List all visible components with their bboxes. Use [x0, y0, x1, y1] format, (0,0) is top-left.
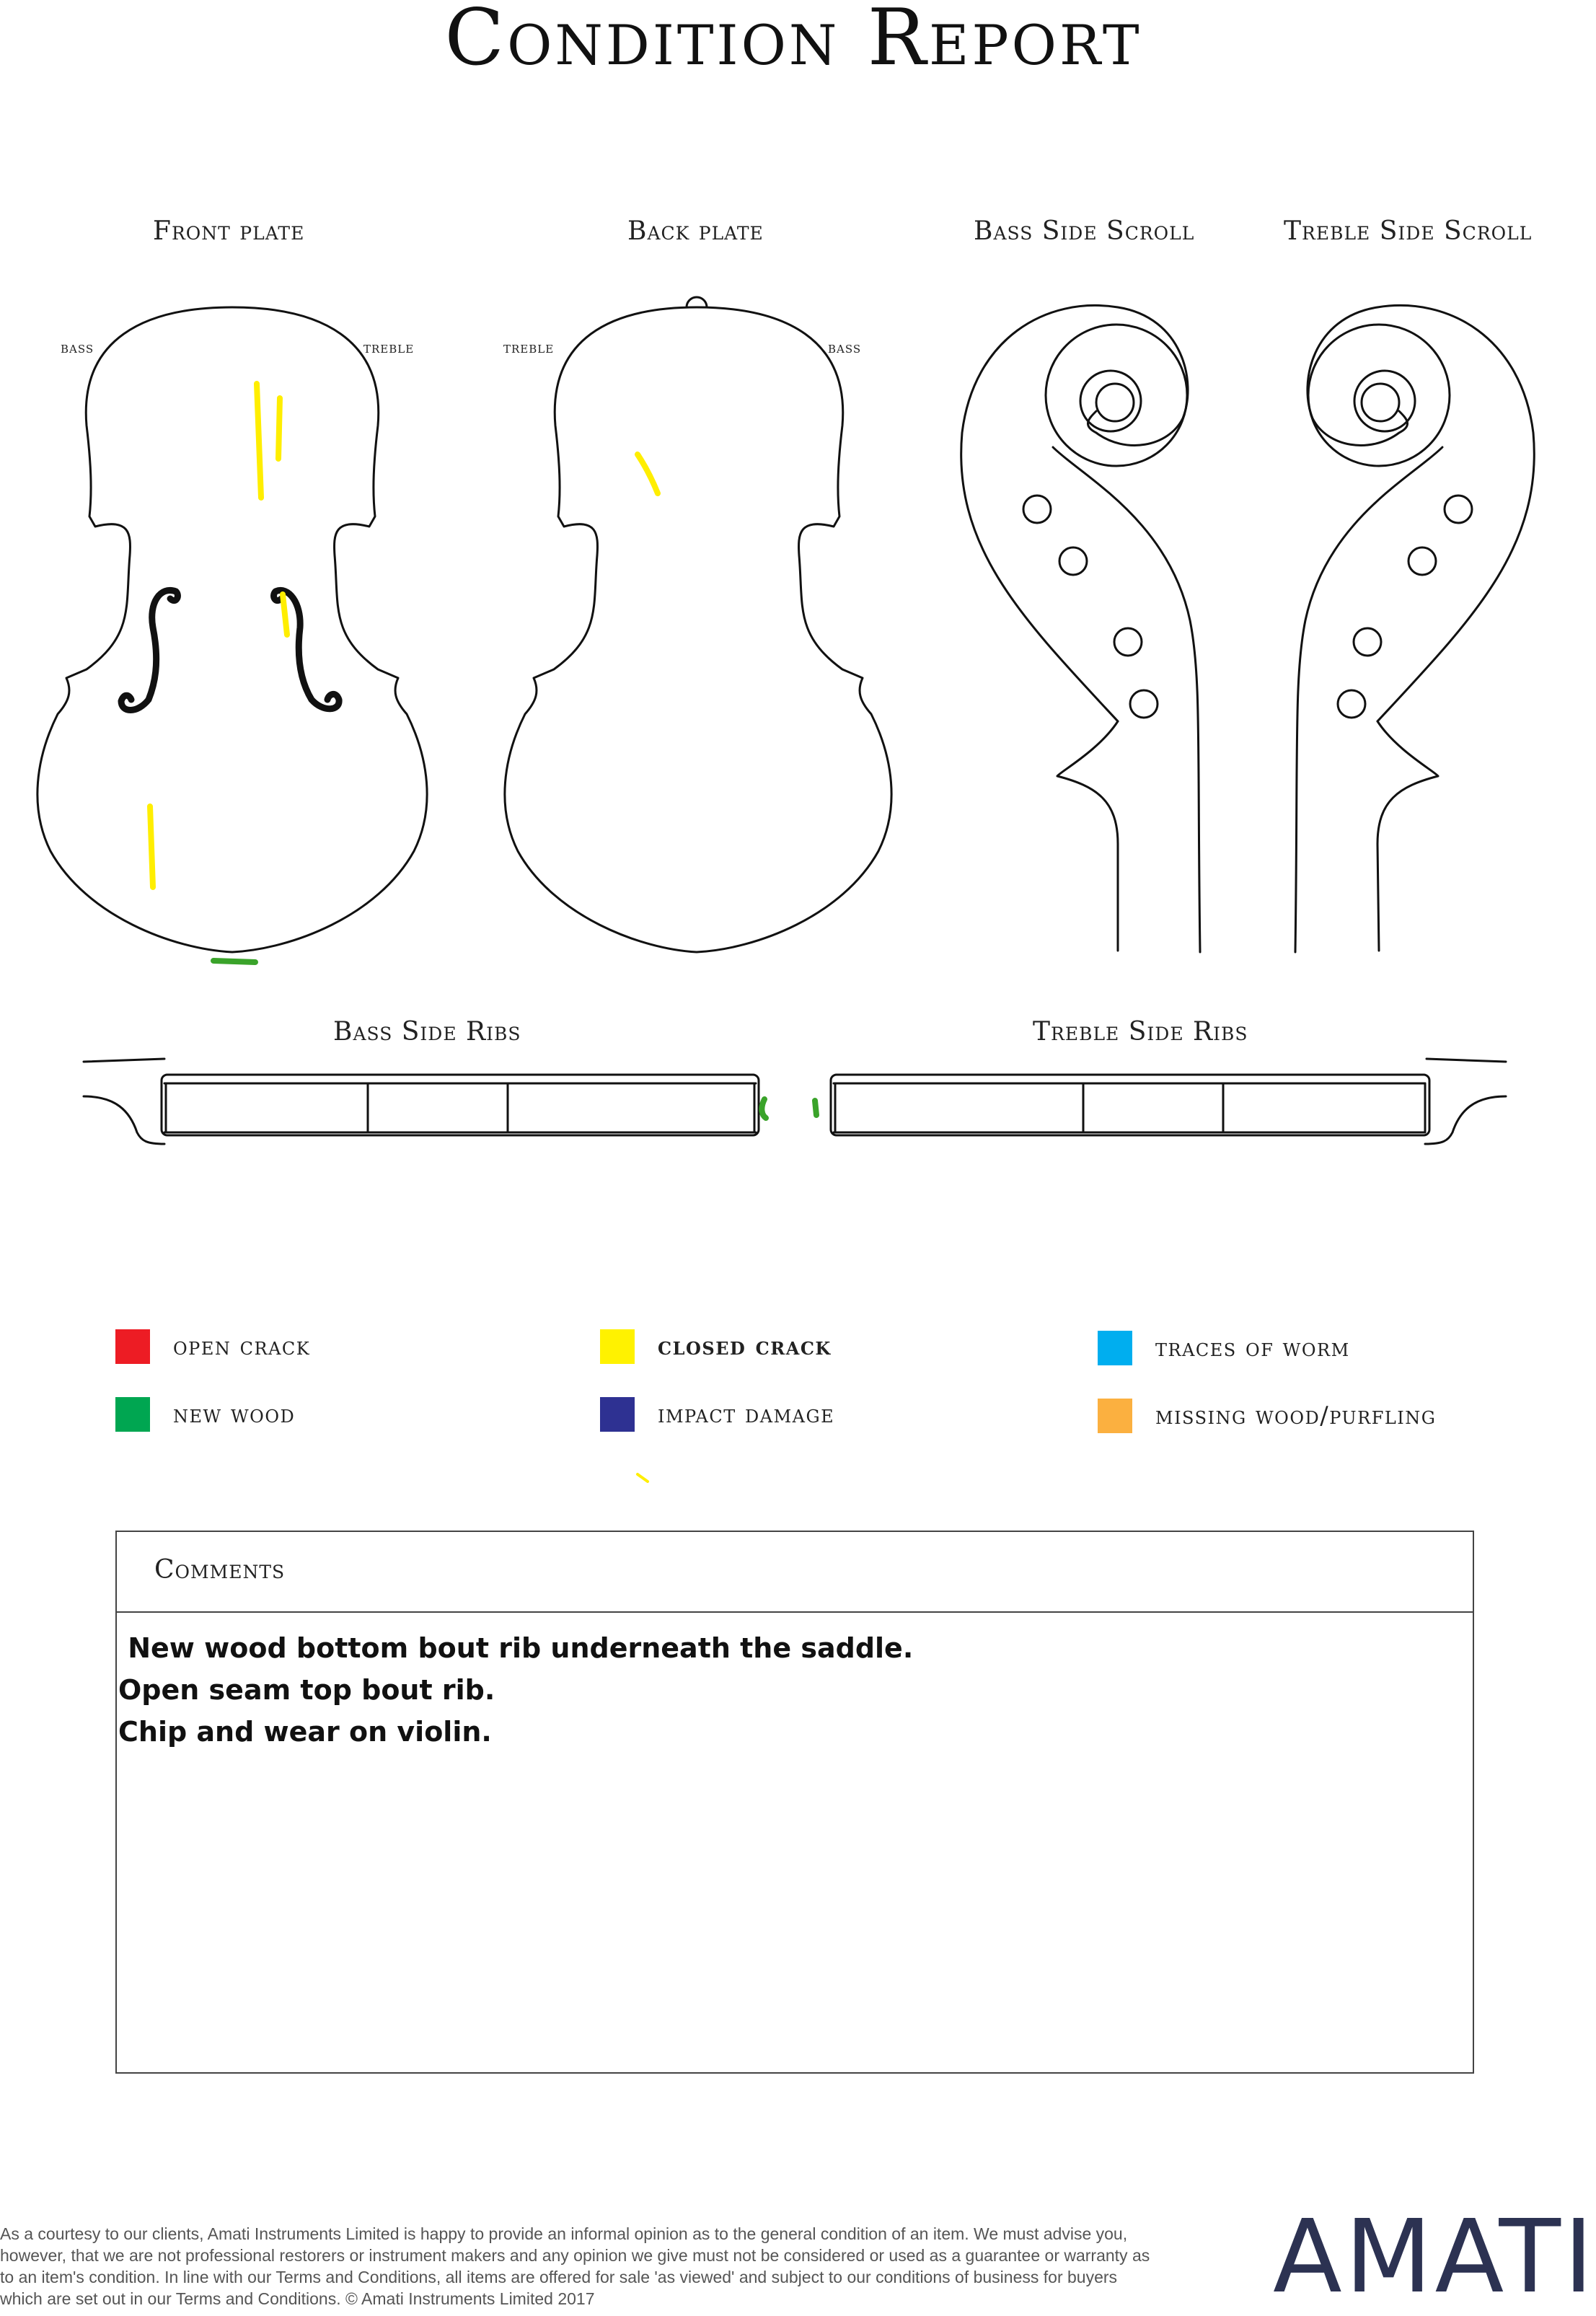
legend-swatch	[600, 1397, 635, 1432]
treble-side-ribs-label: Treble Side Ribs	[1033, 1017, 1248, 1047]
legend-label: missing wood/purfling	[1155, 1401, 1437, 1430]
closed-crack-mark	[150, 806, 153, 887]
new-wood-mark	[815, 1101, 816, 1115]
amati-logo: AMATI	[1273, 2198, 1596, 2316]
legend-label: traces of worm	[1155, 1334, 1350, 1362]
legend-swatch	[115, 1397, 150, 1432]
bass-side-ribs-outline	[84, 1059, 759, 1144]
comments-title: Comments	[154, 1555, 286, 1585]
new-wood-mark	[762, 1099, 766, 1118]
closed-crack-mark	[638, 1474, 648, 1481]
legend-open-crack	[115, 1329, 310, 1365]
closed-crack-mark	[278, 398, 280, 459]
legend-missing-wood	[1098, 1398, 1436, 1434]
new-wood-mark	[213, 961, 255, 962]
closed-crack-marks	[150, 384, 658, 1481]
closed-crack-mark	[283, 594, 287, 635]
closed-crack-mark	[638, 454, 658, 493]
legend-label: new wood	[173, 1400, 296, 1429]
comments-body	[117, 1613, 1473, 1753]
legend-traces-of-worm	[1098, 1330, 1350, 1366]
front-plate-outline	[38, 307, 427, 952]
new-wood-marks	[213, 961, 816, 1118]
legend-swatch	[1098, 1331, 1132, 1365]
treble-side-ribs-outline	[831, 1059, 1506, 1144]
back-bass-label: bass	[828, 339, 862, 357]
treble-side-scroll-outline	[1295, 305, 1534, 952]
legend-label: open crack	[173, 1332, 311, 1361]
bass-f-hole	[121, 590, 177, 710]
comments-header	[117, 1532, 1473, 1613]
treble-side-scroll-label: Treble Side Scroll	[1284, 216, 1533, 246]
legend-label: closed crack	[658, 1332, 832, 1361]
legend-swatch	[600, 1329, 635, 1364]
front-bass-label: bass	[61, 339, 94, 357]
legend-label: impact damage	[658, 1400, 835, 1429]
back-plate-label: Back plate	[627, 216, 764, 246]
front-treble-label: treble	[363, 339, 415, 357]
comment-line: Chip and wear on violin.	[118, 1716, 492, 1748]
legend-closed-crack	[600, 1329, 832, 1365]
bass-side-scroll-label: Bass Side Scroll	[974, 216, 1195, 246]
comment-line: New wood bottom bout rib underneath the saddle.	[118, 1632, 914, 1664]
report-title: Condition Report	[444, 0, 1142, 83]
comment-line: Open seam top bout rib.	[118, 1674, 495, 1706]
bass-side-ribs-label: Bass Side Ribs	[333, 1017, 521, 1047]
bass-side-scroll-outline	[961, 305, 1200, 952]
legend-impact-damage	[600, 1396, 834, 1432]
legend-swatch	[115, 1329, 150, 1364]
disclaimer-text: As a courtesy to our clients, Amati Instruments Limited is happy to provide an informal opinion as to the general condition of an item. We must advise you, however, that we are not professional restorers or instrument makers and any opinion we give must not be considered or used as a guarantee or warranty as to an item's condition. In line with our Terms and Conditions, all items are offered for sale 'as viewed' and subject to our conditions of business for buyers which are set out in our Terms and Conditions. © Amati Instruments Limited 2017	[0, 2224, 1150, 2308]
front-plate-label: Front plate	[153, 216, 305, 246]
legend-swatch	[1098, 1399, 1132, 1433]
back-treble-label: treble	[503, 339, 555, 357]
comments-box	[115, 1531, 1474, 2074]
back-plate-outline	[505, 297, 891, 952]
closed-crack-mark	[257, 384, 261, 498]
legend-new-wood	[115, 1396, 295, 1432]
